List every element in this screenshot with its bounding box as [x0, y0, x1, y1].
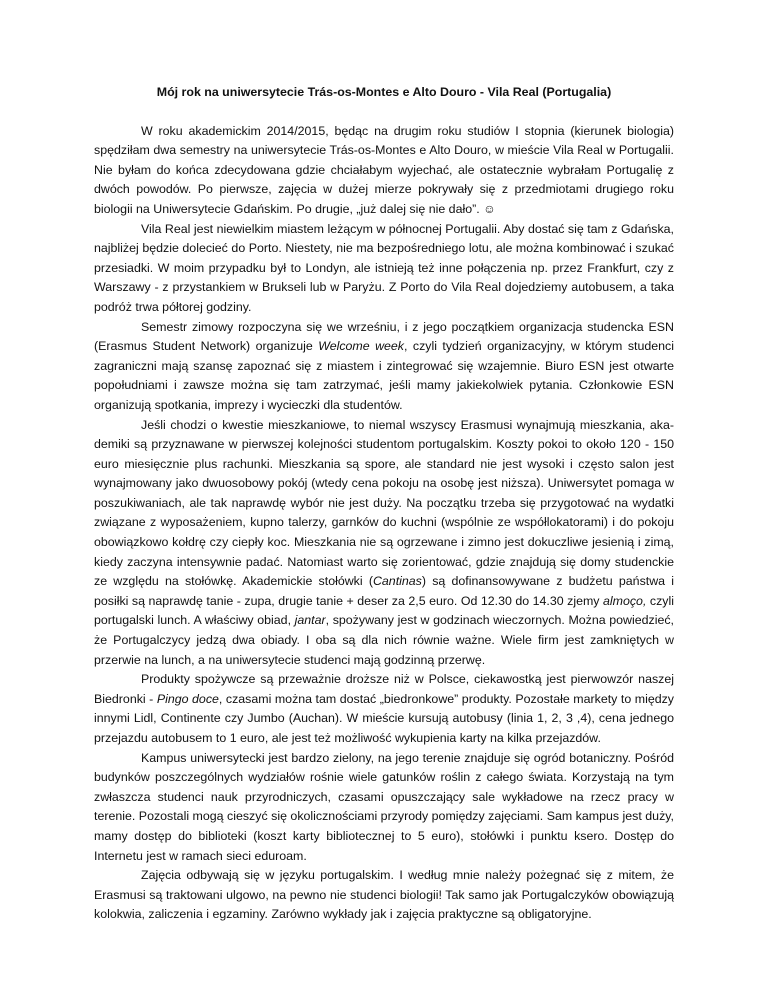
paragraph-6	[94, 749, 674, 867]
paragraph-text: Kampus uniwersytecki jest bardzo zielony, na jego terenie znajduje się ogród botaniczny. Pośród budynków poszczególnych wydziałów rośnie wiele gatunków roślin z całego świata. Korzystają na tym zwłaszcza studenci nauk przyrodniczych, czasami opuszczający sale wykładowe na rzecz pracy w terenie. Pozostali mogą cieszyć się okolicznościami przyrody pomiędzy zajęciami. Sam kampus jest duży, mamy dostęp do biblioteki (koszt karty bibliotecznej to 5 euro), stołówki i punktu ksero. Dostęp do Internetu jest w ramach sieci eduroam.	[94, 750, 674, 863]
paragraph-7	[94, 866, 674, 925]
paragraph-5	[94, 670, 674, 748]
paragraph-text: czyli portugalski lunch. A właściwy obiad,	[94, 593, 674, 628]
paragraph-3	[94, 318, 674, 416]
italic-term-welcome-week: Welcome week	[318, 339, 404, 354]
italic-term-pingo-doce: Pingo doce	[156, 691, 219, 706]
italic-term-jantar: jantar	[294, 613, 326, 628]
paragraph-text: , czyli tydzień organizacyjny, w którym studenci zagraniczni mają szansę zapoznać się z miastem i zintegrować się wzajemnie. Biuro ESN jest otwarte popołudniami i zawsze można się tam zatrzymać, jeśli mamy jakiekolwiek pytania. Członkowie ESN organizują spotkania, imprezy i wycieczki dla studentów.	[94, 339, 674, 412]
paragraph-text: Zajęcia odbywają się w języku portugalskim. I według mnie należy pożegnać się z mitem, że Erasmusi są traktowani ulgowo, na pewno nie studenci biologii! Tak samo jak Portugalczyków obowiązują kolokwia, zaliczenia i egzaminy. Zarówno wykłady jak i zajęcia praktyczne są obligatoryjne.	[94, 868, 674, 922]
paragraph-text: Vila Real jest niewielkim miastem leżącym w północnej Portugalii. Aby dostać się tam z Gdańska, najbliżej będzie dolecieć do Porto. Niestety, nie ma bezpośredniego lotu, ale można kombinować i szukać przesiadki. W moim przypadku był to Londyn, ale istnieją też inne połączenia np. przez Frankfurt, czy z Warszawy - z przystankiem w Brukseli lub w Paryżu. Z Porto do Vila Real dojedziemy autobusem, a taka podróż trwa półtorej godziny.	[94, 221, 674, 314]
italic-term-almoco: almoço,	[603, 593, 647, 608]
paragraph-4	[94, 416, 674, 671]
paragraph-text: Produkty spożywcze są przeważnie droższe niż w Polsce, ciekawostką jest pierwowzór naszej Biedronki -	[94, 672, 674, 706]
paragraph-1	[94, 122, 674, 220]
paragraph-text: , czasami można tam dostać „biedronkowe” produkty. Pozostałe markety to między innymi Lidl, Continente czy Jumbo (Auchan). W mieście kursują autobusy (linia 1, 2, 3 ,4), cena jednego przejazdu autobusem to 1 euro, ale jest też możliwość wykupienia karty na kilka przejazdów.	[94, 691, 674, 745]
paragraph-text: W roku akademickim 2014/2015, będąc na drugim roku studiów I stopnia (kierunek biologia) spędziłam dwa semestry na uniwersytecie Trás-os-Montes e Alto Douro, w mieście Vila Real w Portugalii. Nie byłam do końca zdecydowana gdzie chciałabym wyjechać, ale ostatecznie wybrałam Portugalię z dwóch powodów. Po pierwsze, zajęcia w dużej mierze pokrywały się z przedmiotami drugiego roku biologii na Uniwersytecie Gdańskim. Po drugie, „już dalej się nie dało”. ☺	[94, 123, 674, 216]
paragraph-2	[94, 220, 674, 318]
paragraph-text: Semestr zimowy rozpoczyna się we wrześniu, i z jego początkiem organizacja studencka ESN (Erasmus Student Network) organizuje	[94, 319, 674, 354]
paragraph-text: Jeśli chodzi o kwestie mieszkaniowe, to niemal wszyscy Erasmusi wynajmują mieszkania, akademiki są przyznawane w pierwszej kolejności studentom portugalskim. Koszty pokoi to około 120 - 150 euro miesięcznie plus rachunki. Mieszkania są spore, ale standard nie jest wysoki i często salon jest wynajmowany jako dwuosobowy pokój (wtedy cena pokoju na osobę jest niższa). Uniwersytet pomaga w poszukiwaniach, ale tak naprawdę wybór nie jest duży. Na początku trzeba się przygotować na wydatki związane z wyposażeniem, kupno talerzy, garnków do kuchni (wspólnie ze współlokatorami) i do pokoju obowiązkowo kołdrę czy ciepły koc. Mieszkania nie są ogrzewane i zimno jest dokuczliwe jesienią i zimą, kiedy zaczyna intensywnie padać. Natomiast warto się zorientować, gdzie znajdują się domy studenckie ze względu na stołówkę. Akademickie stołówki (	[94, 417, 674, 589]
paragraph-text: , spożywany jest w godzinach wieczornych. Można powiedzieć, że Portugalczycy jedzą dwa obiady. I oba są dla nich równie ważne. Wiele firm jest zamkniętych w przerwie na lunch, a na uniwersytecie studenci mają godzinną przerwę.	[94, 613, 674, 667]
italic-term-cantinas: Cantinas	[372, 574, 422, 589]
paragraph-text: ) są dofinansowywane z budżetu państwa i posiłki są naprawdę tanie - zupa, drugie tanie + deser za 2,5 euro. Od 12.30 do 14.30 zjemy	[94, 574, 675, 608]
document-title: Mój rok na uniwersytecie Trás-os-Montes e Alto Douro - Vila Real (Portugalia)	[156, 85, 612, 99]
